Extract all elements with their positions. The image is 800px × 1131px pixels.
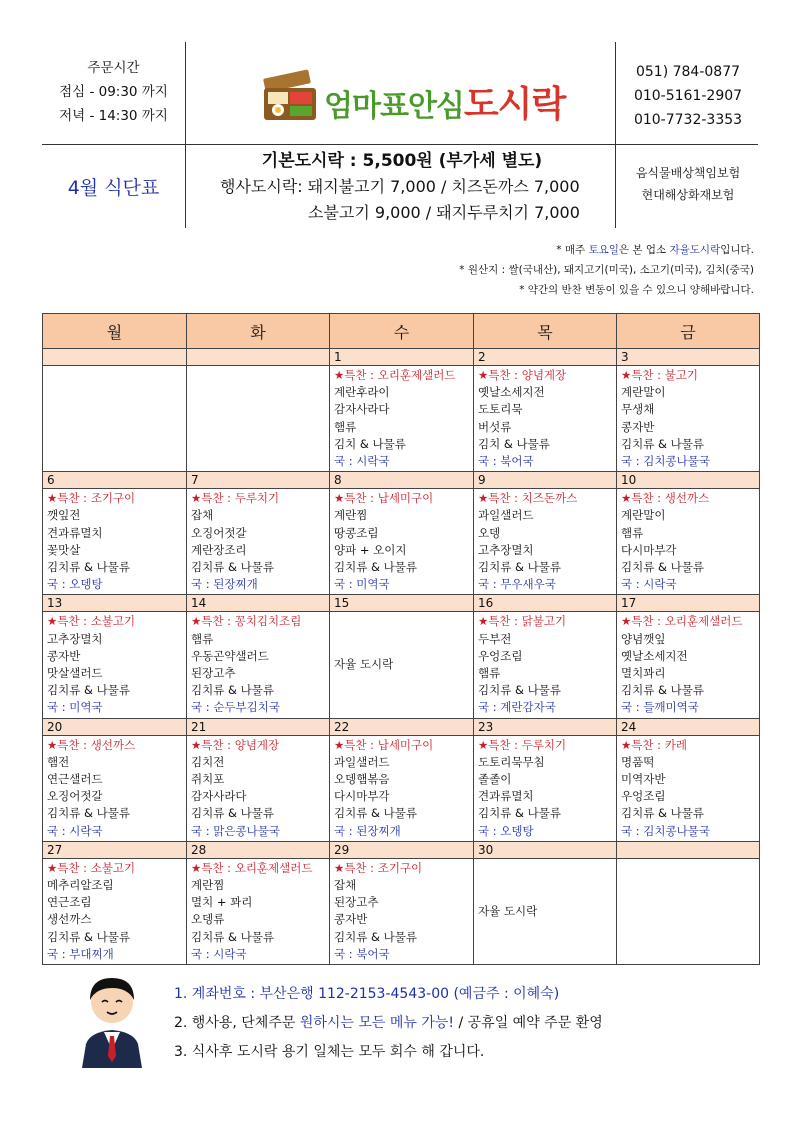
soup-dish: 국 : 오뎅탕 xyxy=(47,577,103,592)
side-dish: 계란장조리 xyxy=(191,542,247,557)
special-dish: ★특찬 : 카레 xyxy=(621,737,687,752)
side-dish: 도토리묵무침 xyxy=(478,754,545,769)
side-dish: 견과류멸치 xyxy=(478,789,534,804)
side-dish: 오징어젓갈 xyxy=(191,525,247,540)
date-cell: 8 xyxy=(330,472,474,489)
soup-dish: 국 : 무우새우국 xyxy=(478,577,556,592)
special-dish: ★특찬 : 양념게장 xyxy=(191,737,280,752)
side-dish: 오뎅 xyxy=(478,525,501,540)
side-dish: 감자사라다 xyxy=(191,789,247,804)
side-dish: 멸치 + 꽈리 xyxy=(191,895,253,910)
soup-dish: 국 : 들깨미역국 xyxy=(621,700,699,715)
container-return-info: 3. 식사후 도시락 용기 일체는 모두 회수 해 갑니다. xyxy=(174,1044,485,1060)
special-dish: ★특찬 : 생선까스 xyxy=(47,737,136,752)
side-dish: 계란찜 xyxy=(334,508,368,523)
menu-table xyxy=(42,313,760,965)
side-dish: 감자사라다 xyxy=(334,402,390,417)
side-dish: 두부전 xyxy=(478,631,512,646)
special-dish: ★특찬 : 치즈돈까스 xyxy=(478,491,578,506)
free-lunch-label: 자율 도시락 xyxy=(478,903,538,918)
side-dish: 과일샐러드 xyxy=(334,754,390,769)
side-dish: 연근조림 xyxy=(47,895,92,910)
side-dish: 김치류 & 나물류 xyxy=(334,560,417,575)
menu-cell xyxy=(474,735,617,841)
account-info: 1. 계좌번호 : 부산은행 112-2153-4543-00 (예금주 : 이혜숙) xyxy=(174,986,560,1002)
side-dish: 잡채 xyxy=(334,878,357,893)
side-dish: 우엉조림 xyxy=(621,789,666,804)
menu-cell xyxy=(330,735,474,841)
side-dish: 양파 + 오이지 xyxy=(334,542,407,557)
side-dish: 땅콩조림 xyxy=(334,525,379,540)
side-dish: 김치류 & 나물류 xyxy=(478,683,561,698)
price-info xyxy=(192,148,612,226)
side-dish: 계란말이 xyxy=(621,385,666,400)
menu-cell xyxy=(474,366,617,472)
phone-number: 010-7732-3353 xyxy=(633,112,743,128)
menu-cell xyxy=(617,366,760,472)
special-dish: ★특찬 : 소불고기 xyxy=(47,860,136,875)
menu-row xyxy=(43,612,760,718)
side-dish: 졸졸이 xyxy=(478,772,512,787)
soup-dish: 국 : 오뎅탕 xyxy=(478,823,534,838)
group-order-info: 2. 행사용, 단체주문 원하시는 모든 메뉴 가능! / 공휴일 예약 주문 환영 xyxy=(174,1015,603,1031)
soup-dish: 국 : 계란감자국 xyxy=(478,700,556,715)
special-dish: ★특찬 : 오리훈제샐러드 xyxy=(191,860,313,875)
side-dish: 김치류 & 나물류 xyxy=(47,560,130,575)
side-dish: 다시마부각 xyxy=(621,542,677,557)
date-cell: 14 xyxy=(187,595,330,612)
date-row xyxy=(43,841,760,858)
soup-dish: 국 : 된장찌개 xyxy=(334,823,401,838)
side-dish: 꽃맛살 xyxy=(47,542,81,557)
side-dish: 햄류 xyxy=(334,419,357,434)
menu-cell xyxy=(187,858,330,964)
side-dish: 김치류 & 나물류 xyxy=(191,929,274,944)
header-divider xyxy=(615,42,616,228)
special-dish: ★특찬 : 오리훈제샐러드 xyxy=(621,614,743,629)
soup-dish: 국 : 시락국 xyxy=(334,454,390,469)
special-dish: ★특찬 : 소불고기 xyxy=(47,614,136,629)
order-hours-title: 주문시간 xyxy=(87,60,140,76)
price-event-line-2: 소불고기 9,000 / 돼지두루치기 7,000 xyxy=(308,203,580,222)
side-dish: 김치류 & 나물류 xyxy=(478,806,561,821)
menu-body xyxy=(43,349,760,965)
side-dish: 버섯류 xyxy=(478,419,512,434)
menu-cell xyxy=(187,489,330,595)
side-dish: 쥐치포 xyxy=(191,772,225,787)
side-dish: 오징어젓갈 xyxy=(47,789,103,804)
menu-cell xyxy=(187,366,330,472)
phone-number: 051) 784-0877 xyxy=(635,64,741,80)
weekday-header: 목 xyxy=(474,314,617,349)
menu-cell xyxy=(617,858,760,964)
date-cell: 21 xyxy=(187,718,330,735)
date-cell: 28 xyxy=(187,841,330,858)
menu-cell xyxy=(43,612,187,718)
side-dish: 고추장멸치 xyxy=(478,542,534,557)
menu-cell xyxy=(474,858,617,964)
date-row xyxy=(43,472,760,489)
side-dish: 잡채 xyxy=(191,508,214,523)
date-cell: 13 xyxy=(43,595,187,612)
menu-row xyxy=(43,858,760,964)
date-cell: 3 xyxy=(617,349,760,366)
menu-cell xyxy=(43,366,187,472)
logo xyxy=(260,66,566,132)
note-saturday: * 매주 토요일은 본 업소 자율도시락입니다. xyxy=(556,244,754,256)
menu-cell xyxy=(43,735,187,841)
side-dish: 깻잎전 xyxy=(47,508,81,523)
date-cell: 20 xyxy=(43,718,187,735)
side-dish: 김치전 xyxy=(191,754,225,769)
menu-cell xyxy=(43,858,187,964)
logo-text-green: 엄마표안심 xyxy=(324,89,464,124)
side-dish: 메추리알조림 xyxy=(47,878,114,893)
side-dish: 김치류 & 나물류 xyxy=(47,806,130,821)
side-dish: 김치류 & 나물류 xyxy=(334,806,417,821)
side-dish: 김치류 & 나물류 xyxy=(191,683,274,698)
side-dish: 맛살샐러드 xyxy=(47,666,103,681)
special-dish: ★특찬 : 생선까스 xyxy=(621,491,710,506)
date-cell: 23 xyxy=(474,718,617,735)
footer xyxy=(62,972,762,1072)
side-dish: 김치 & 나물류 xyxy=(334,436,406,451)
date-cell: 29 xyxy=(330,841,474,858)
menu-cell xyxy=(330,858,474,964)
menu-cell xyxy=(43,489,187,595)
side-dish: 연근샐러드 xyxy=(47,772,103,787)
side-dish: 김치류 & 나물류 xyxy=(191,560,274,575)
logo-text-red: 도시락 xyxy=(463,84,566,125)
side-dish: 도토리묵 xyxy=(478,402,523,417)
special-dish: ★특찬 : 닭불고기 xyxy=(478,614,567,629)
menu-cell xyxy=(187,612,330,718)
menu-row xyxy=(43,489,760,595)
date-row xyxy=(43,595,760,612)
date-cell: 30 xyxy=(474,841,617,858)
special-dish: ★특찬 : 두루치기 xyxy=(191,491,280,506)
menu-cell xyxy=(330,489,474,595)
date-cell: 6 xyxy=(43,472,187,489)
soup-dish: 국 : 김치콩나물국 xyxy=(621,454,710,469)
date-cell: 24 xyxy=(617,718,760,735)
phone-numbers xyxy=(618,60,758,132)
soup-dish: 국 : 시락국 xyxy=(191,946,247,961)
side-dish: 된장고추 xyxy=(334,895,379,910)
side-dish: 김치류 & 나물류 xyxy=(47,683,130,698)
side-dish: 양념깻잎 xyxy=(621,631,666,646)
side-dish: 견과류멸치 xyxy=(47,525,103,540)
side-dish: 김치 & 나물류 xyxy=(478,436,550,451)
weekday-header: 월 xyxy=(43,314,187,349)
date-row xyxy=(43,349,760,366)
date-cell xyxy=(187,349,330,366)
weekday-header: 금 xyxy=(617,314,760,349)
date-cell: 7 xyxy=(187,472,330,489)
notes xyxy=(459,240,754,300)
soup-dish: 국 : 시락국 xyxy=(47,823,103,838)
side-dish: 김치류 & 나물류 xyxy=(621,560,704,575)
special-dish: ★특찬 : 납세미구이 xyxy=(334,737,434,752)
menu-cell xyxy=(330,366,474,472)
weekday-header-row xyxy=(43,314,760,349)
date-row xyxy=(43,718,760,735)
side-dish: 다시마부각 xyxy=(334,789,390,804)
order-hours-lunch: 점심 - 09:30 까지 xyxy=(59,84,168,100)
price-basic: 기본도시락 : 5,500원 (부가세 별도) xyxy=(261,151,543,171)
soup-dish: 국 : 된장찌개 xyxy=(191,577,258,592)
menu-cell xyxy=(617,735,760,841)
note-origin: * 원산지 : 쌀(국내산), 돼지고기(미국), 소고기(미국), 김치(중국) xyxy=(459,264,754,276)
menu-row xyxy=(43,735,760,841)
menu-cell xyxy=(474,489,617,595)
side-dish: 계란말이 xyxy=(621,508,666,523)
side-dish: 김치류 & 나물류 xyxy=(47,929,130,944)
soup-dish: 국 : 미역국 xyxy=(47,700,103,715)
menu-cell xyxy=(474,612,617,718)
side-dish: 콩자반 xyxy=(334,912,368,927)
staff-avatar-icon xyxy=(76,972,148,1068)
side-dish: 생선까스 xyxy=(47,912,92,927)
date-cell: 27 xyxy=(43,841,187,858)
date-cell: 1 xyxy=(330,349,474,366)
free-lunch-label: 자율 도시락 xyxy=(334,657,394,672)
side-dish: 김치류 & 나물류 xyxy=(334,929,417,944)
side-dish: 옛날소세지전 xyxy=(621,648,688,663)
month-title: 4월 식단표 xyxy=(67,176,160,199)
side-dish: 된장고추 xyxy=(191,666,236,681)
date-cell: 22 xyxy=(330,718,474,735)
side-dish: 미역자반 xyxy=(621,772,666,787)
menu-header xyxy=(42,42,758,228)
side-dish: 김치류 & 나물류 xyxy=(621,683,704,698)
footer-info xyxy=(174,980,603,1067)
side-dish: 콩자반 xyxy=(621,419,655,434)
special-dish: ★특찬 : 두루치기 xyxy=(478,737,567,752)
insurance-line: 음식물배상책임보험 xyxy=(635,166,741,180)
soup-dish: 국 : 북어국 xyxy=(478,454,534,469)
side-dish: 김치류 & 나물류 xyxy=(478,560,561,575)
menu-cell xyxy=(617,612,760,718)
insurance-line: 현대해상화재보험 xyxy=(641,188,735,202)
soup-dish: 국 : 북어국 xyxy=(334,946,390,961)
soup-dish: 국 : 미역국 xyxy=(334,577,390,592)
side-dish: 명품떡 xyxy=(621,754,655,769)
date-cell: 16 xyxy=(474,595,617,612)
date-cell xyxy=(43,349,187,366)
side-dish: 무생채 xyxy=(621,402,655,417)
weekday-header: 화 xyxy=(187,314,330,349)
insurance-info xyxy=(618,162,758,206)
side-dish: 과일샐러드 xyxy=(478,508,534,523)
soup-dish: 국 : 시락국 xyxy=(621,577,677,592)
special-dish: ★특찬 : 조기구이 xyxy=(334,860,423,875)
soup-dish: 국 : 순두부김치국 xyxy=(191,700,280,715)
date-cell: 9 xyxy=(474,472,617,489)
side-dish: 옛날소세지전 xyxy=(478,385,545,400)
side-dish: 오뎅햄볶음 xyxy=(334,772,390,787)
date-cell xyxy=(617,841,760,858)
menu-cell xyxy=(187,735,330,841)
menu-row xyxy=(43,366,760,472)
side-dish: 우동곤약샐러드 xyxy=(191,648,269,663)
side-dish: 계란후라이 xyxy=(334,385,390,400)
side-dish: 김치류 & 나물류 xyxy=(621,436,704,451)
lunchbox-icon xyxy=(260,66,322,126)
order-hours-dinner: 저녁 - 14:30 까지 xyxy=(59,108,168,124)
special-dish: ★특찬 : 오리훈제샐러드 xyxy=(334,368,456,382)
side-dish: 햄류 xyxy=(621,525,644,540)
weekday-header: 수 xyxy=(330,314,474,349)
phone-number: 010-5161-2907 xyxy=(633,88,743,104)
menu-cell xyxy=(330,612,474,718)
soup-dish: 국 : 부대찌개 xyxy=(47,946,114,961)
date-cell: 2 xyxy=(474,349,617,366)
side-dish: 햄류 xyxy=(478,666,501,681)
date-cell: 17 xyxy=(617,595,760,612)
soup-dish: 국 : 맑은콩나물국 xyxy=(191,823,280,838)
special-dish: ★특찬 : 납세미구이 xyxy=(334,491,434,506)
side-dish: 김치류 & 나물류 xyxy=(621,806,704,821)
side-dish: 오뎅류 xyxy=(191,912,225,927)
side-dish: 김치류 & 나물류 xyxy=(191,806,274,821)
price-event-line-1: 행사도시락: 돼지불고기 7,000 / 치즈돈까스 7,000 xyxy=(220,177,580,196)
logo-text xyxy=(324,76,565,127)
side-dish: 계란찜 xyxy=(191,878,225,893)
side-dish: 고추장멸치 xyxy=(47,631,103,646)
soup-dish: 국 : 김치콩나물국 xyxy=(621,823,710,838)
date-cell: 15 xyxy=(330,595,474,612)
special-dish: ★특찬 : 꽁치김치조림 xyxy=(191,614,302,629)
date-cell: 10 xyxy=(617,472,760,489)
side-dish: 햄류 xyxy=(191,631,214,646)
header-divider xyxy=(185,42,186,228)
special-dish: ★특찬 : 양념게장 xyxy=(478,368,567,382)
special-dish: ★특찬 : 불고기 xyxy=(621,368,699,382)
side-dish: 콩자반 xyxy=(47,648,81,663)
menu-cell xyxy=(617,489,760,595)
special-dish: ★특찬 : 조기구이 xyxy=(47,491,136,506)
order-hours xyxy=(42,56,185,128)
side-dish: 멸치꽈리 xyxy=(621,666,666,681)
note-variation: * 약간의 반찬 변동이 있을 수 있으니 양해바랍니다. xyxy=(519,284,754,296)
side-dish: 우엉조림 xyxy=(478,648,523,663)
side-dish: 햄전 xyxy=(47,754,70,769)
